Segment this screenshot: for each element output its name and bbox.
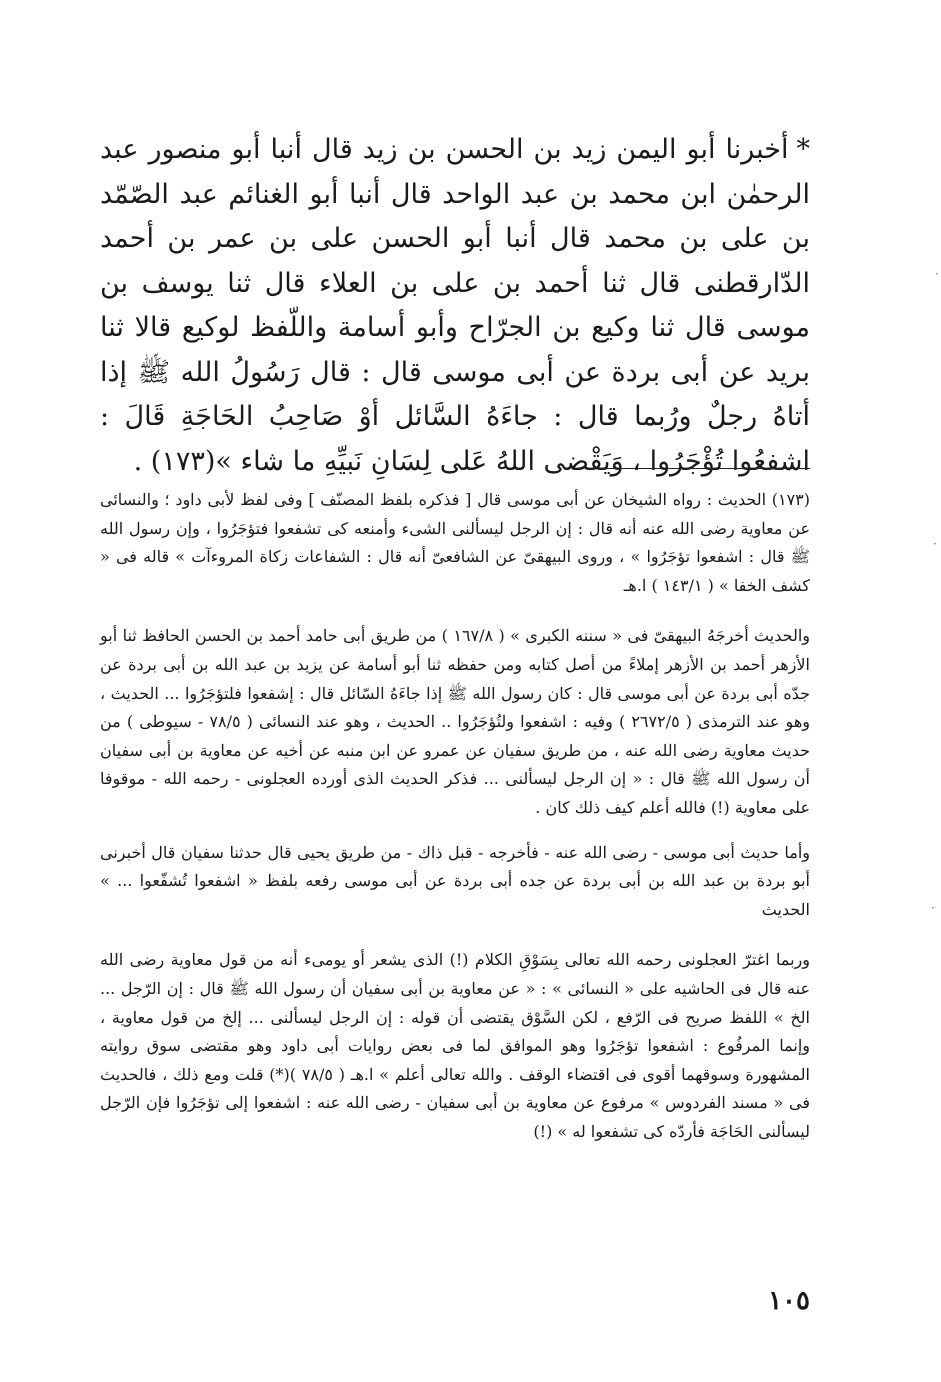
scan-speck: · bbox=[933, 537, 937, 551]
main-hadith-text bbox=[100, 128, 810, 484]
footnote-paragraph: وأما حديث أبى موسى - رضى الله عنه - فأخرجه - قبل ذاك - من طريق يحيى قال حدثنا سفيان قال أخبرنى أبو بردة بن عبد الله بن أبى بردة عن جده أبى بردة عن أبى موسى رفعه بلفظ « اشفعوا تُشفّعوا ... » الحديث bbox=[100, 842, 810, 919]
footnote-paragraph: والحديث أخرجَهُ البيهقىّ فى « سننه الكبرى » ( ١٦٧/٨ ) من طريق أبى حامد أحمد بن الحسن الحافظ ثنا أبو الأزهر أحمد بن الأزهر إملاءً من أصل كتابه ومن حفظه ثنا أبو أسامة عن يزيد بن عبد الله بن أبى بردة عن جدّه أبى بردة عن أبى موسى قال : كان رسول الله ﷺ إذا جاءَهُ السّائل قال : إشفعوا فلتؤجَرُوا ... الحديث ، وهو عند الترمذى ( ٢٦٧٢/٥ ) وفيه : اشفعوا ولتُؤجَرُوا .. الحديث ، وهو عند النسائى ( ٧٨/٥ - سيوطى ) من حديث معاوية رضى الله عنه ، من طريق سفيان عن عمرو عن ابن منبه عن أخيه عن معاوية بن أبى سفيان أن رسول الله ﷺ قال : « إن الرجل ليسألنى ... فذكر الحديث الذى أورده العجلونى - رحمه الله - موقوفا على معاوية (!) فالله أعلم كيف ذلك كان . bbox=[100, 626, 810, 817]
book-page bbox=[100, 128, 810, 1348]
footnote-paragraph: وربما اغترّ العجلونى رحمه الله تعالى بِسَوْقِ الكلام (!) الذى يشعر أو يومىء أنه من قول معاوية رضى الله عنه قال فى الحاشيه على « النسائى » : « عن معاوية بن أبى سفيان أن رسول الله ﷺ قال : إن الرّجل ... الخ » اللفظ صريح فى الرّفع ، لكن السَّوْق يقتضى أن قوله : إن الرجل ليسألنى ... إلخ من قول معاوية ، وإنما المرفُوع : اشفعوا تؤجَرُوا وهو الموافق لما فى بعض روايات أبى داود وهو مقتضى سوق روايته المشهورة وسوقهما أقوى فى اقتضاء الوقف . والله تعالى أعلم » ا.هـ ( ٧٨/٥ )(*) قلت ومع ذلك ، فالحديث فى « مسند الفردوس » مرفوع عن معاوية بن أبى سفيان - رضى الله عنه : اشفعوا إلى تؤجَرُوا فإن الرّجل ليسألنى الحَاجَة فأردّه كى تشفعوا له » (!) bbox=[100, 950, 810, 1141]
scan-speck: · bbox=[935, 267, 939, 281]
hadith-body: أخبرنا أبو اليمن زيد بن الحسن بن زيد قال أنبا أبو منصور عبد الرحمٰن ابن محمد بن عبد الواحد قال أنبا أبو الغنائم عبد الصّمّد بن على بن محمد قال أنبا أبو الحسن على بن عمر بن أحمد الدّارقطنى قال ثنا أحمد بن على بن العلاء قال ثنا يوسف بن موسى قال ثنا وكيع بن الجرّاح وأبو أسامة واللّفظ لوكيع قالا ثنا بريد عن أبى بردة عن أبى موسى قال : قال رَسُولُ الله ﷺ إذا أتاهُ رجلٌ ورُبما قال : جاءَهُ السَّائل أوْ صَاحِبُ الحَاجَةِ قَالَ : اشفعُوا تُؤْجَرُوا ، وَيَقْضى اللهُ عَلى لِسَانِ نَبيِّهِ ما شاء »(١٧٣) . bbox=[100, 134, 810, 477]
scan-speck: · bbox=[931, 901, 935, 915]
footnotes-section bbox=[100, 486, 810, 1168]
page-number: ١٠٥ bbox=[768, 1286, 810, 1316]
footnote-divider bbox=[590, 468, 810, 469]
footnote-paragraph: (١٧٣) الحديث : رواه الشيخان عن أبى موسى قال [ فذكره بلفظ المصنّف ] وفى لفظ لأبى داود ؛ والنسائى عن معاوية رضى الله عنه أنه قال : إن الرجل ليسألنى الشىء وأمنعه كى تشفعوا فتؤجَرُوا ، وإن رسول الله ﷺ قال : اشفعوا تؤجَرُوا » ، وروى البيهقىّ عن الشافعىّ أنه قال : الشفاعات زكاة المروءآت » قاله فى « كشف الخفا » ( ١٤٣/١ ) ا.هـ bbox=[100, 490, 811, 595]
hadith-marker: * bbox=[796, 134, 810, 165]
